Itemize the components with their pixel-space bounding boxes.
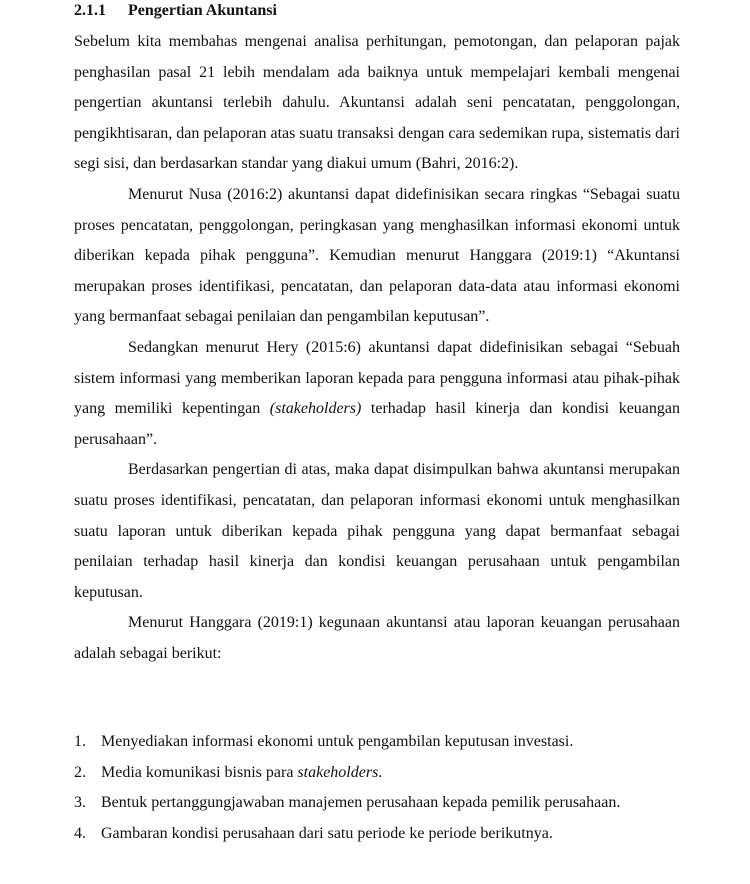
paragraph-hery-part1: Sedangkan menurut Hery (2015:6) akuntansi dapat didefinisikan sebagai “Sebuah sistem informasi yang memberikan laporan kepada para pengguna informasi atau pihak-pihak yang memiliki kepentingan	[74, 338, 680, 418]
list-text: Gambaran kondisi perusahaan dari satu periode ke periode berikutnya.	[101, 824, 553, 842]
section-title: Pengertian Akuntansi	[128, 2, 277, 19]
list-text-part1: Media komunikasi bisnis para	[101, 763, 298, 781]
list-number: 1.	[74, 733, 86, 750]
list-number: 4.	[74, 824, 86, 842]
paragraph-usefulness: Menurut Hanggara (2019:1) kegunaan akuntansi atau laporan keuangan perusahaan adalah sebagai berikut:	[74, 614, 680, 662]
list-number: 2.	[74, 763, 86, 781]
section-number: 2.1.1	[74, 2, 106, 19]
list-text-part2: .	[378, 763, 383, 781]
list-item	[74, 758, 680, 789]
body-text	[74, 27, 680, 669]
section-heading	[74, 1, 277, 21]
paragraph-nusa-hanggara: Menurut Nusa (2016:2) akuntansi dapat didefinisikan secara ringkas “Sebagai suatu proses pencatatan, penggolongan, peringkasan yang menghasilkan informasi ekonomi untuk diberikan kepada pihak pengguna”. Kemudian menurut Hanggara (2019:1) “Akuntansi merupakan proses identifikasi, pencatatan, dan pelaporan data-data atau informasi ekonomi yang bermanfaat sebagai penilaian dan pengambilan keputusan”.	[74, 185, 680, 326]
list-text: Menyediakan informasi ekonomi untuk pengambilan keputusan investasi.	[101, 733, 574, 750]
list-item	[74, 819, 680, 850]
list-item	[74, 727, 680, 758]
usefulness-list	[74, 727, 680, 849]
paragraph-conclusion: Berdasarkan pengertian di atas, maka dapat disimpulkan bahwa akuntansi merupakan suatu proses identifikasi, pencatatan, dan pelaporan informasi ekonomi untuk menghasilkan suatu laporan untuk diberikan kepada pihak pengguna yang dapat bermanfaat sebagai penilaian terhadap hasil kinerja dan kondisi keuangan perusahaan untuk pengambilan keputusan.	[74, 461, 680, 601]
paragraph-hery-part2: terhadap hasil kinerja dan kondisi keuangan perusahaan”.	[74, 400, 680, 448]
list-text-italic: stakeholders	[297, 763, 379, 781]
list-text: Bentuk pertanggungjawaban manajemen perusahaan kepada pemilik perusahaan.	[101, 794, 621, 812]
list-number: 3.	[74, 794, 86, 812]
paragraph-intro: Sebelum kita membahas mengenai analisa perhitungan, pemotongan, dan pelaporan pajak penghasilan pasal 21 lebih mendalam ada baiknya untuk mempelajari kembali mengenai pengertian akuntansi terlebih dahulu. Akuntansi adalah seni pencatatan, penggolongan, pengikhtisaran, dan pelaporan atas suatu transaksi dengan cara sedemikan rupa, sistematis dari segi sisi, dan berdasarkan standar yang diakui umum (Bahri, 2016:2).	[74, 33, 680, 173]
paragraph-hery	[74, 333, 680, 455]
list-item	[74, 788, 680, 819]
paragraph-hery-italic: (stakeholders)	[269, 400, 362, 418]
